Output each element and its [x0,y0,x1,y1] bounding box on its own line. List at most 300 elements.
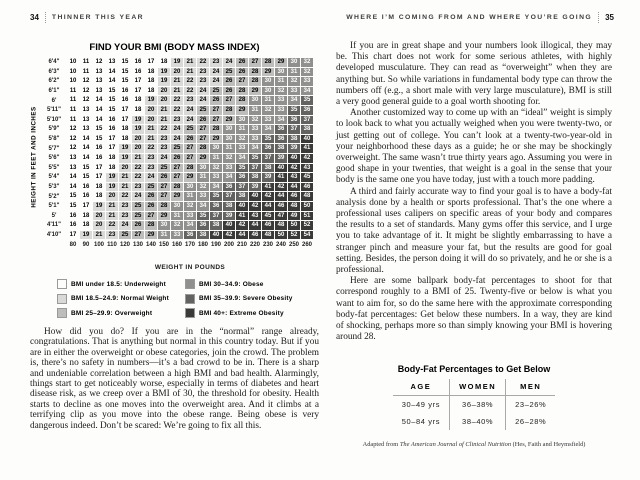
bmi-cell: 19 [132,125,144,134]
legend-item [57,308,169,318]
bmi-cell: 21 [145,135,157,144]
bmi-cell: 36 [262,144,274,153]
bmi-cell: 18 [93,183,105,192]
bmi-cell: 13 [80,106,92,115]
bmi-cell: 36 [275,125,287,134]
bmi-cell: 36 [288,116,300,125]
bmi-cell: 34 [197,202,209,211]
height-tick-label: 5'3" [48,184,60,191]
bmi-cell: 22 [145,144,157,153]
bmi-row [42,183,313,192]
bmi-cell: 44 [236,231,248,240]
footnote-journal-name: The American Journal of Clinical Nutrition [399,441,512,448]
bmi-cell: 10 [67,68,79,77]
bmi-cell: 29 [210,135,222,144]
bmi-cell: 51 [301,212,313,221]
legend-swatch [185,294,195,304]
bmi-cell: 34 [249,144,261,153]
bmi-cell: 22 [106,221,118,230]
bmi-cell: 28 [197,144,209,153]
bmi-cell: 34 [301,87,313,96]
bmi-cell: 46 [301,183,313,192]
bmi-cell: 11 [80,58,92,67]
bmi-cell: 16 [106,125,118,134]
right-body-text [336,41,612,343]
bmi-cell: 28 [249,77,261,86]
bmi-cell: 11 [67,87,79,96]
bmi-cell: 14 [80,144,92,153]
bmi-cell: 35 [288,106,300,115]
bmi-cell: 38 [301,125,313,134]
bmi-cell: 17 [132,77,144,86]
bmi-cell: 38 [236,192,248,201]
bmi-cell: 23 [106,231,118,240]
weight-tick-label: 90 [82,241,90,248]
bmi-cell: 52 [301,221,313,230]
bmi-cell: 35 [197,212,209,221]
legend-swatch [57,308,67,318]
bmi-cell: 17 [106,135,118,144]
bmi-cell: 31 [275,77,287,86]
paragraph: Another customized way to come up with an “ideal” weight is simply to look back to what you actually weighed when you were twenty-two, or just getting out of college. You can’t look at a twenty-two-year-old in your neighborhood these days as a guide; he or she may be shockingly overweight. The same wasn’t true thirty years ago. Assuming you were in good shape in your twenties, that weight is a goal in the sense that your body is the same one you have today, just with a touch more padding. [336,108,612,186]
bmi-cell: 37 [288,125,300,134]
bmi-cell: 15 [67,202,79,211]
bmi-cell: 41 [262,183,274,192]
bmi-cell: 19 [171,58,183,67]
bmi-cell: 11 [67,116,79,125]
bmi-cell: 33 [249,125,261,134]
bmi-cell: 27 [210,116,222,125]
bmi-cell: 33 [210,173,222,182]
bmi-cell: 25 [210,87,222,96]
bmi-cell: 36 [210,202,222,211]
axis-corner [42,240,66,249]
bmi-cell: 42 [236,221,248,230]
weight-tick-label: 80 [69,241,77,248]
bmi-cell: 29 [236,106,248,115]
bmi-cell: 23 [210,58,222,67]
bmi-cell: 31 [236,125,248,134]
bmi-cell: 27 [132,231,144,240]
bmi-cell: 18 [119,125,131,134]
bmi-cell: 22 [184,87,196,96]
legend-item [185,294,293,304]
head-divider [45,12,46,23]
height-tick-label: 5'11" [47,107,61,114]
bmi-row [42,125,313,134]
bmi-cell: 37 [262,154,274,163]
bmi-row [42,144,313,153]
bmi-cell: 44 [262,202,274,211]
bmi-row [42,116,313,125]
legend-swatch [185,308,195,318]
bmi-cell: 27 [223,96,235,105]
bmi-cell: 35 [236,164,248,173]
bmi-cell: 16 [67,212,79,221]
bmi-cell: 25 [171,144,183,153]
bmi-cell: 16 [80,183,92,192]
right-page [320,0,640,480]
bmi-cell: 25 [119,231,131,240]
bmi-cell: 40 [275,164,287,173]
bmi-cell: 23 [145,154,157,163]
bmi-cell: 32 [197,183,209,192]
bmi-cell: 20 [171,68,183,77]
legend-swatch [57,294,67,304]
bmi-cell: 33 [275,96,287,105]
bmi-cell: 18 [106,154,118,163]
bmi-cell: 32 [236,135,248,144]
bmi-cell: 26 [223,87,235,96]
bmi-cell: 40 [249,192,261,201]
bmi-table [41,57,314,250]
bmi-cell: 24 [132,192,144,201]
bmi-cell: 23 [119,212,131,221]
bmi-cell: 26 [132,221,144,230]
legend-label: BMI under 18.5: Underweight [71,280,166,288]
weight-tick-label: 130 [132,241,143,248]
body-fat-table-wrap [336,379,612,430]
bmi-cell: 42 [223,231,235,240]
bmi-cell: 29 [184,173,196,182]
bmi-cell: 42 [301,154,313,163]
bmi-cell: 20 [132,135,144,144]
bmi-cell: 38 [262,164,274,173]
bmi-cell: 28 [184,164,196,173]
bmi-cell: 15 [106,87,118,96]
bmi-cell: 13 [67,154,79,163]
footnote-suffix: (Hes, Faith and Heymsfield) [511,441,586,448]
bmi-cell: 14 [106,77,118,86]
bmi-row [42,221,313,230]
bmi-cell: 30 [223,135,235,144]
bmi-cell: 27 [197,125,209,134]
bmi-cell: 16 [132,68,144,77]
weight-tick-label: 180 [197,241,208,248]
bmi-cell: 46 [275,202,287,211]
bmi-cell: 16 [93,154,105,163]
bmi-cell: 12 [80,77,92,86]
bmi-cell: 48 [301,192,313,201]
bmi-cell: 20 [93,221,105,230]
bmi-cell: 33 [288,87,300,96]
legend-item [57,294,169,304]
bmi-cell: 13 [106,58,118,67]
bmi-row [42,68,313,77]
bmi-cell: 22 [132,164,144,173]
bmi-cell: 31 [262,96,274,105]
bmi-cell: 30 [262,87,274,96]
bmi-cell: 32 [223,154,235,163]
bmi-cell: 45 [262,212,274,221]
bmi-cell: 29 [262,68,274,77]
bmi-row [42,135,313,144]
bmi-cell: 32 [171,221,183,230]
bmi-cell: 32 [249,116,261,125]
bmi-cell: 46 [249,231,261,240]
bmi-row [42,173,313,182]
bmi-cell: 32 [275,87,287,96]
bmi-cell: 22 [197,58,209,67]
bmi-cell: 22 [132,173,144,182]
bmi-legend-column-1 [57,279,169,318]
height-tick-label: 6'4" [48,59,60,66]
bmi-cell: 30 [288,58,300,67]
bmi-cell: 37 [236,183,248,192]
bmi-cell: 48 [262,231,274,240]
bmi-cell: 33 [236,144,248,153]
bmi-cell: 33 [197,192,209,201]
height-tick-label: 5'2" [48,193,60,200]
bmi-cell: 32 [301,58,313,67]
weight-tick-label: 260 [301,241,312,248]
bmi-cell: 23 [184,96,196,105]
bmi-cell: 46 [262,221,274,230]
bmi-cell: 17 [145,58,157,67]
bmi-cell: 20 [119,164,131,173]
bmi-cell: 54 [301,231,313,240]
bmi-cell: 37 [249,164,261,173]
bmi-cell: 25 [158,164,170,173]
bmi-cell: 48 [275,221,287,230]
bmi-row [42,58,313,67]
bmi-cell: 21 [158,106,170,115]
bmi-cell: 38 [197,231,209,240]
bmi-cell: 23 [197,68,209,77]
bmi-cell: 39 [249,183,261,192]
bmi-cell: 33 [223,164,235,173]
bmi-cell: 14 [93,106,105,115]
bmi-cell: 31 [223,144,235,153]
bmi-cell: 19 [158,77,170,86]
bmi-cell: 36 [184,231,196,240]
bmi-cell: 17 [80,202,92,211]
bmi-cell: 26 [236,58,248,67]
bmi-cell: 44 [288,183,300,192]
bmi-cell: 14 [93,96,105,105]
bmi-cell: 18 [80,221,92,230]
bmi-cell: 22 [119,192,131,201]
bmi-row [42,87,313,96]
height-tick-label: 5'4" [48,174,60,181]
bmi-cell: 39 [288,144,300,153]
bmi-cell: 18 [132,106,144,115]
weight-tick-label: 140 [145,241,156,248]
legend-label: BMI 40+: Extreme Obesity [198,309,284,317]
bmi-cell: 47 [275,212,287,221]
bmi-cell: 35 [262,135,274,144]
height-tick-label: 5'7" [48,145,60,152]
bmi-cell: 21 [171,77,183,86]
bmi-cell: 18 [145,68,157,77]
bmi-cell: 19 [106,173,118,182]
right-running-head [346,12,614,23]
bmi-cell: 21 [106,202,118,211]
bmi-cell: 18 [106,164,118,173]
bmi-cell: 30 [158,221,170,230]
bmi-cell: 29 [171,192,183,201]
bmi-cell: 39 [262,173,274,182]
bmi-cell: 19 [119,144,131,153]
bmi-cell: 43 [288,173,300,182]
bmi-row [42,164,313,173]
bmi-cell: 26 [158,173,170,182]
bmi-cell: 29 [275,58,287,67]
bmi-cell: 26 [210,96,222,105]
bmi-cell: 21 [93,231,105,240]
bmi-cell: 18 [93,192,105,201]
bmi-cell: 30 [275,68,287,77]
weight-tick-label: 160 [171,241,182,248]
bmi-cell: 23 [171,116,183,125]
bmi-cell: 28 [262,58,274,67]
bmi-cell: 25 [132,212,144,221]
bmi-cell: 30 [171,202,183,211]
bmi-cell: 26 [145,202,157,211]
bmi-cell: 26 [145,192,157,201]
legend-item [185,279,293,289]
body-fat-cell: 23–26% [506,396,556,414]
bmi-cell: 27 [236,77,248,86]
body-fat-header-cell: AGE [393,379,450,396]
bmi-cell: 36 [223,183,235,192]
bmi-cell: 20 [158,96,170,105]
legend-item [57,279,169,289]
bmi-cell: 26 [184,135,196,144]
height-tick-label: 5' [51,212,57,219]
bmi-cell: 17 [93,164,105,173]
bmi-cell: 29 [145,231,157,240]
body-fat-cell: 36–38% [450,396,506,414]
bmi-cell: 11 [67,106,79,115]
bmi-cell: 19 [106,183,118,192]
height-tick-label: 5'5" [48,164,60,171]
height-tick-label: 4'10" [46,231,62,238]
bmi-cell: 19 [132,116,144,125]
bmi-cell: 27 [184,154,196,163]
bmi-cell: 30 [249,96,261,105]
body-fat-cell: 38–40% [450,413,506,430]
footnote-prefix: Adapted from [362,441,400,448]
bmi-cell: 37 [210,212,222,221]
height-tick-label: 6'1" [48,88,60,95]
bmi-row [42,77,313,86]
bmi-cell: 24 [210,77,222,86]
bmi-cell: 22 [171,106,183,115]
bmi-cell: 15 [106,96,118,105]
bmi-cell: 18 [119,135,131,144]
bmi-cell: 42 [288,164,300,173]
bmi-cell: 23 [158,135,170,144]
weight-tick-label: 210 [236,241,247,248]
bmi-cell: 21 [184,68,196,77]
bmi-cell: 28 [223,106,235,115]
bmi-cell: 27 [145,212,157,221]
bmi-chart-title: FIND YOUR BMI (BODY MASS INDEX) [89,42,260,53]
bmi-cell: 30 [184,183,196,192]
bmi-cell: 19 [93,202,105,211]
bmi-cell: 27 [171,164,183,173]
bmi-cell: 34 [184,221,196,230]
bmi-cell: 15 [93,125,105,134]
bmi-cell: 16 [67,221,79,230]
bmi-cell: 14 [93,116,105,125]
bmi-cell: 21 [145,125,157,134]
bmi-cell: 26 [236,68,248,77]
bmi-cell: 42 [275,183,287,192]
bmi-cell: 40 [236,202,248,211]
bmi-cell: 32 [210,164,222,173]
bmi-cell: 11 [80,68,92,77]
weight-axis-row [42,240,313,249]
bmi-row [42,192,313,201]
bmi-cell: 13 [67,164,79,173]
bmi-cell: 25 [223,68,235,77]
body-fat-row [393,396,556,414]
bmi-cell: 28 [236,87,248,96]
bmi-cell: 19 [80,231,92,240]
bmi-cell: 33 [171,231,183,240]
bmi-cell: 29 [197,154,209,163]
bmi-legend-column-2 [185,279,293,318]
bmi-cell: 44 [275,192,287,201]
bmi-cell: 33 [275,106,287,115]
bmi-cell: 16 [80,192,92,201]
bmi-cell: 19 [119,154,131,163]
bmi-cell: 22 [184,77,196,86]
bmi-cell: 15 [67,192,79,201]
bmi-cell: 21 [119,173,131,182]
weight-tick-label: 230 [262,241,273,248]
bmi-cell: 14 [67,183,79,192]
bmi-cell: 26 [171,154,183,163]
bmi-cell: 31 [197,173,209,182]
height-tick-label: 6' [51,97,57,104]
bmi-cell: 12 [80,87,92,96]
bmi-cell: 34 [275,116,287,125]
weight-tick-label: 240 [275,241,286,248]
bmi-cell: 34 [223,173,235,182]
bmi-cell: 25 [197,106,209,115]
bmi-cell: 24 [171,125,183,134]
bmi-cell: 24 [145,173,157,182]
bmi-cell: 23 [197,77,209,86]
bmi-cell: 31 [249,106,261,115]
bmi-cell: 45 [301,173,313,182]
bmi-cell: 10 [67,77,79,86]
bmi-cell: 23 [119,202,131,211]
bmi-cell: 15 [80,173,92,182]
bmi-cell: 17 [93,173,105,182]
bmi-cell: 12 [67,144,79,153]
table-footnote [324,441,624,448]
bmi-cell: 18 [80,212,92,221]
bmi-cell: 20 [106,192,118,201]
height-tick-label: 5'10" [46,116,62,123]
bmi-cell: 17 [119,106,131,115]
bmi-cell: 27 [184,144,196,153]
bmi-cell: 29 [249,87,261,96]
height-tick-label: 6'3" [48,68,60,75]
bmi-cell: 17 [119,116,131,125]
bmi-cell: 27 [249,58,261,67]
bmi-cell: 39 [223,212,235,221]
bmi-cell: 32 [288,77,300,86]
bmi-cell: 24 [223,58,235,67]
bmi-cell: 15 [93,135,105,144]
bmi-cell: 50 [288,221,300,230]
bmi-cell: 48 [288,202,300,211]
